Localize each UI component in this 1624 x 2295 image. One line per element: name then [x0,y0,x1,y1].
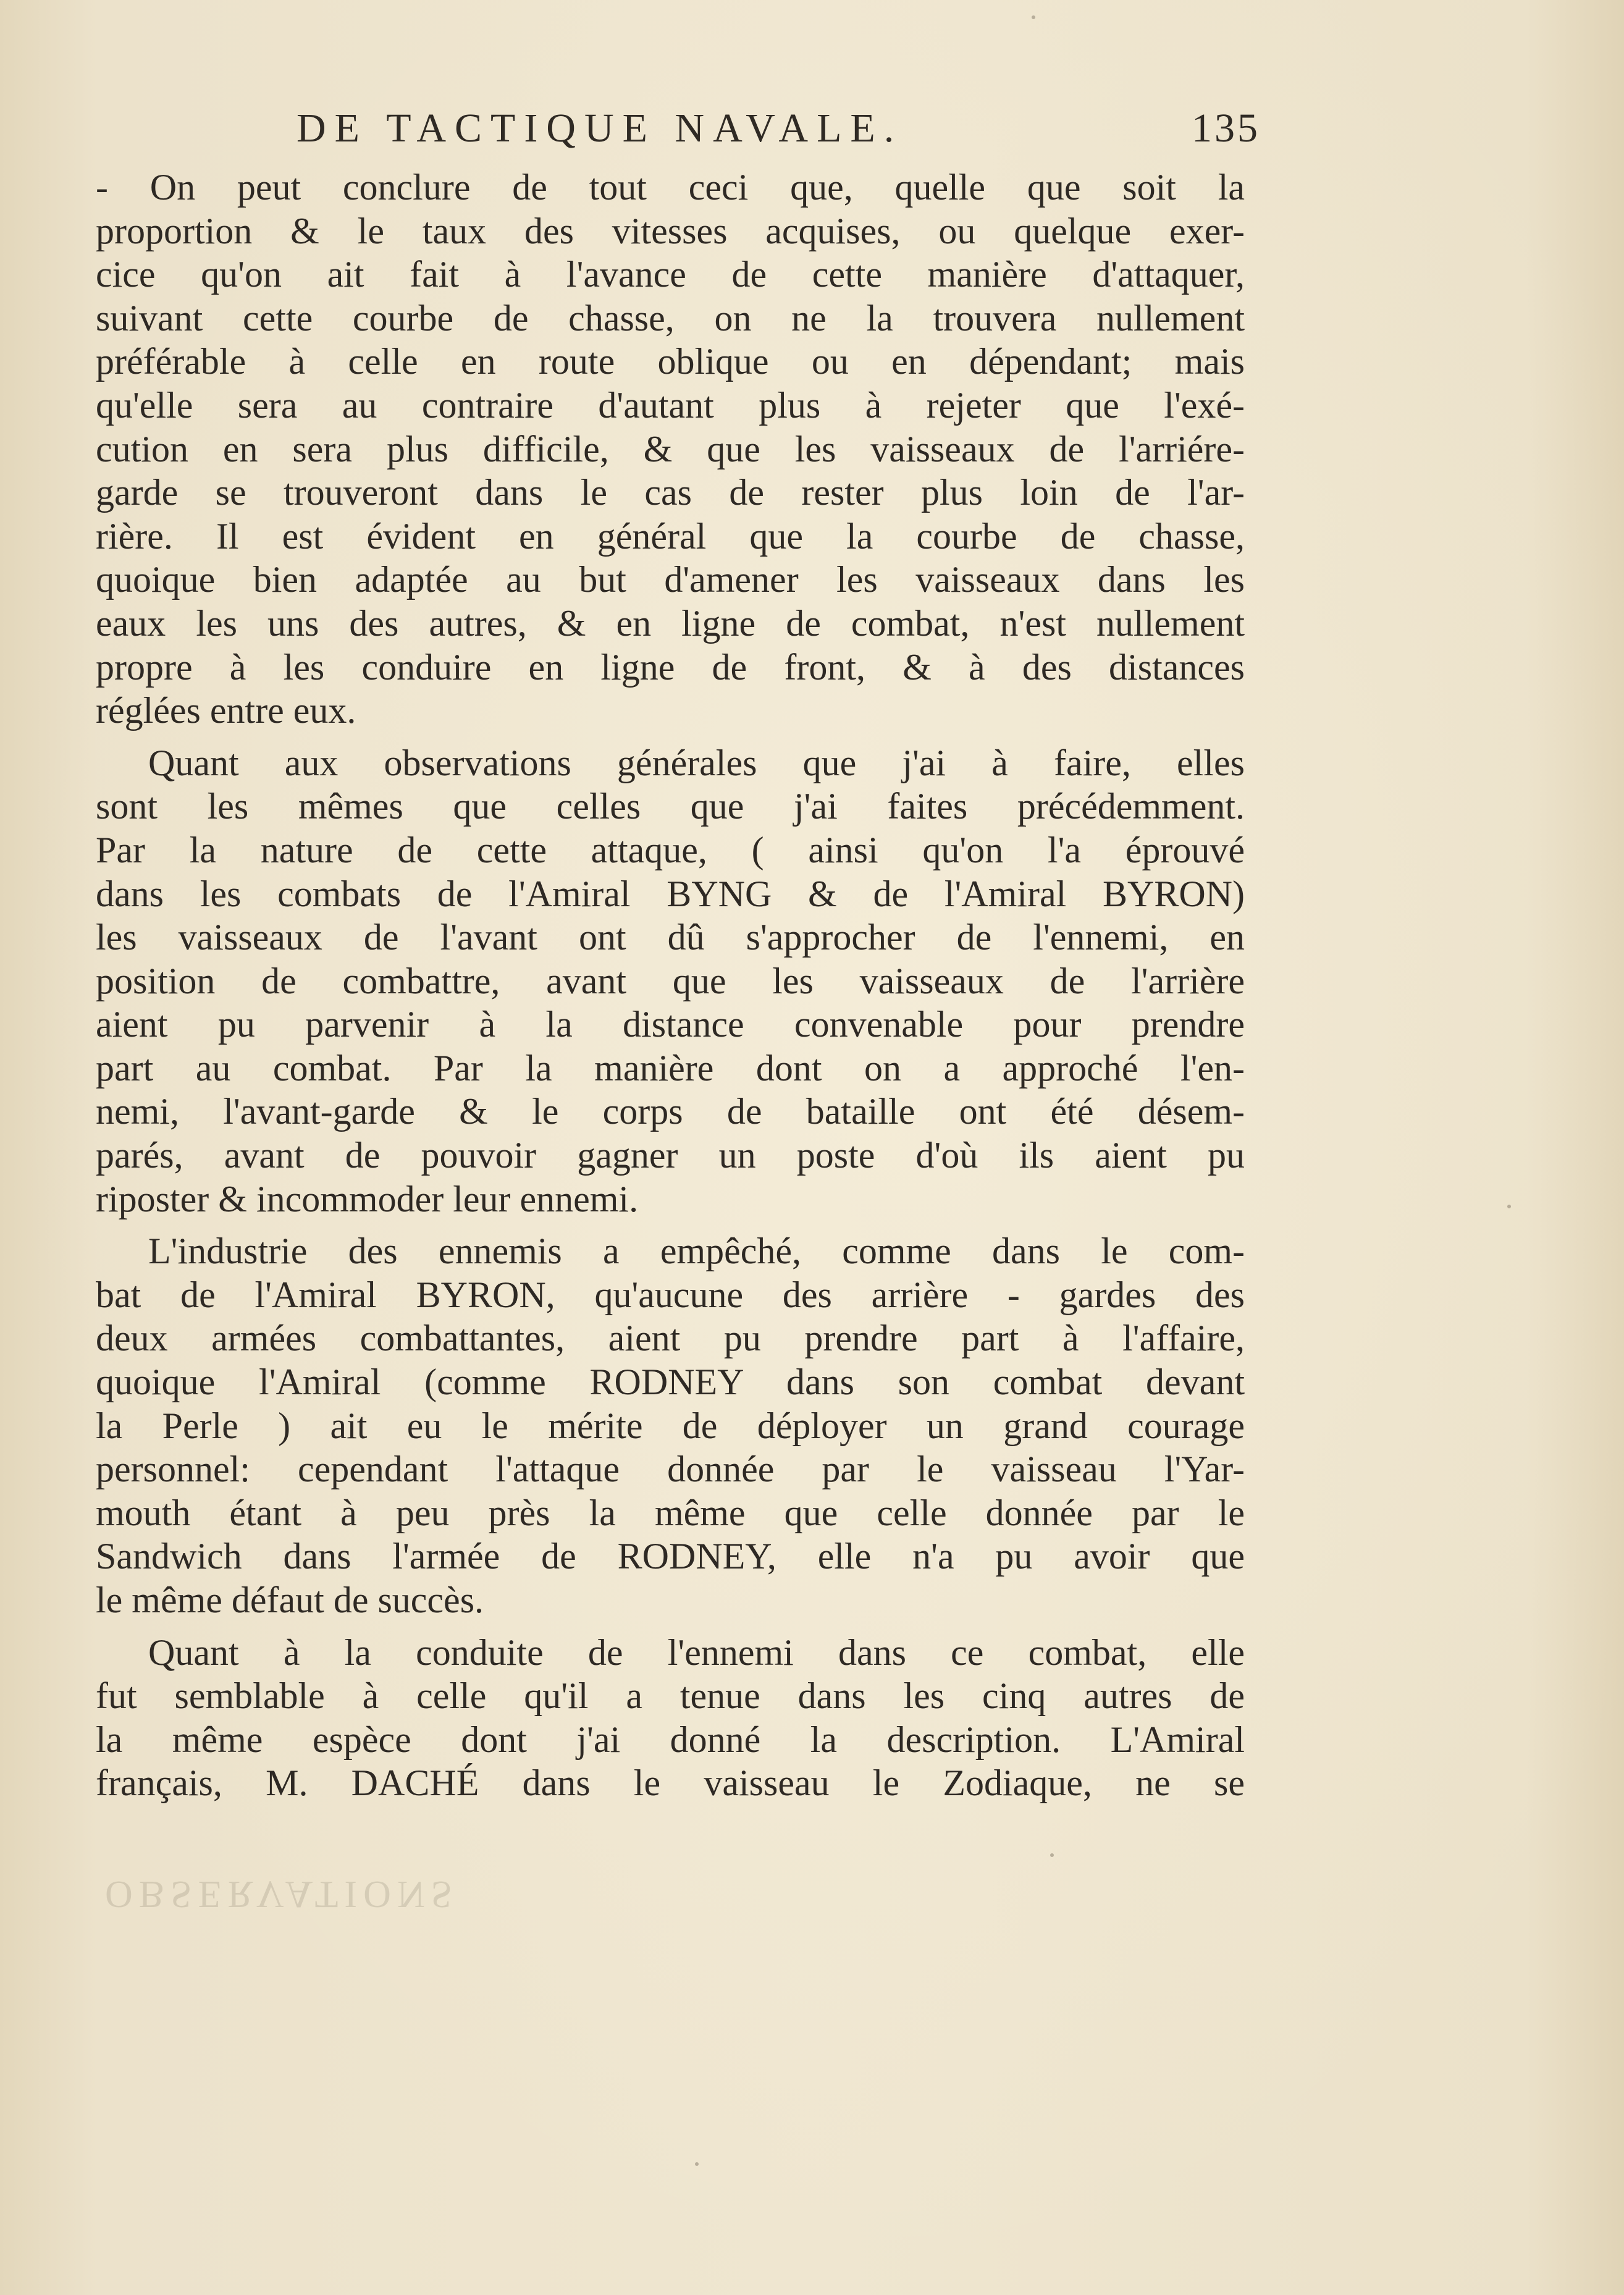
text-line: cice qu'on ait fait à l'avance de cette manière d'attaquer, [96,254,1245,295]
text-line: la Perle ) ait eu le mérite de déployer un grand courage [96,1405,1245,1446]
text-line: qu'elle sera au contraire d'autant plus à rejeter que l'exé- [96,384,1245,426]
text-line: propre à les conduire en ligne de front, & à des distances [96,646,1245,688]
text-line: préférable à celle en route oblique ou en dépendant; mais [96,341,1245,382]
page-number: 135 [1192,106,1260,151]
text-line: Quant aux observations générales que j'ai à faire, elles [148,742,1245,783]
text-line: parés, avant de pouvoir gagner un poste d'où ils aient pu [96,1135,1245,1176]
text-line: la même espèce dont j'ai donné la description. L'Amiral [96,1719,1245,1760]
paper-speck [1032,15,1035,19]
text-line: Par la nature de cette attaque, ( ainsi qu'on l'a éprouvé [96,829,1245,870]
text-line: part au combat. Par la manière dont on a approché l'en- [96,1047,1245,1089]
text-line: Sandwich dans l'armée de RODNEY, elle n'a pu avoir que [96,1536,1245,1577]
paragraph-gap [96,733,1245,741]
text-line: L'industrie des ennemis a empêché, comme dans le com- [148,1231,1245,1272]
text-line: proportion & le taux des vitesses acquises, ou quelque exer- [96,210,1245,251]
text-line: Quant à la conduite de l'ennemi dans ce combat, elle [148,1632,1245,1673]
text-line: sont les mêmes que celles que j'ai faites précédemment. [96,786,1245,827]
text-line: quoique bien adaptée au but d'amener les vaisseaux dans les [96,559,1245,600]
text-line: rière. Il est évident en général que la courbe de chasse, [96,515,1245,557]
text-line: quoique l'Amiral (comme RODNEY dans son combat devant [96,1362,1245,1403]
text-line: mouth étant à peu près la même que celle donnée par le [96,1492,1245,1533]
paper-speck [1507,1205,1511,1208]
text-line: bat de l'Amiral BYRON, qu'aucune des arrière - gardes des [96,1274,1245,1315]
text-line: suivant cette courbe de chasse, on ne la trouvera nullement [96,297,1245,339]
text-line: fut semblable à celle qu'il a tenue dans les cinq autres de [96,1675,1245,1717]
text-line: riposter & incommoder leur ennemi. [96,1178,639,1219]
body-text [96,166,1245,1805]
text-line: personnel: cependant l'attaque donnée par le vaisseau l'Yar- [96,1449,1245,1490]
text-line: le même défaut de succès. [96,1580,484,1620]
show-through-text: OBSERVATIONS [105,1873,459,1915]
paper-speck [695,2162,699,2166]
text-line: position de combattre, avant que les vaisseaux de l'arrière [96,960,1245,1001]
paper-speck [1050,1853,1054,1857]
running-title: DE TACTIQUE NAVALE. [297,106,903,151]
paragraph-gap [96,1622,1245,1631]
text-line: les vaisseaux de l'avant ont dû s'approcher de l'ennemi, en [96,917,1245,958]
text-line: aient pu parvenir à la distance convenable pour prendre [96,1004,1245,1045]
text-line: deux armées combattantes, aient pu prendre part à l'affaire, [96,1318,1245,1359]
running-head [297,105,1260,161]
text-line: dans les combats de l'Amiral BYNG & de l'Amiral BYRON) [96,873,1245,914]
text-line: réglées entre eux. [96,690,356,731]
text-line: nemi, l'avant-garde & le corps de bataille ont été désem- [96,1091,1245,1132]
paragraph-gap [96,1221,1245,1229]
text-line: français, M. DACHÉ dans le vaisseau le Zodiaque, ne se [96,1762,1245,1804]
text-line: cution en sera plus difficile, & que les vaisseaux de l'arriére- [96,428,1245,470]
text-line: - On peut conclure de tout ceci que, quelle que soit la [96,167,1245,208]
text-line: eaux les uns des autres, & en ligne de combat, n'est nullement [96,602,1245,644]
text-line: garde se trouveront dans le cas de rester plus loin de l'ar- [96,472,1245,513]
